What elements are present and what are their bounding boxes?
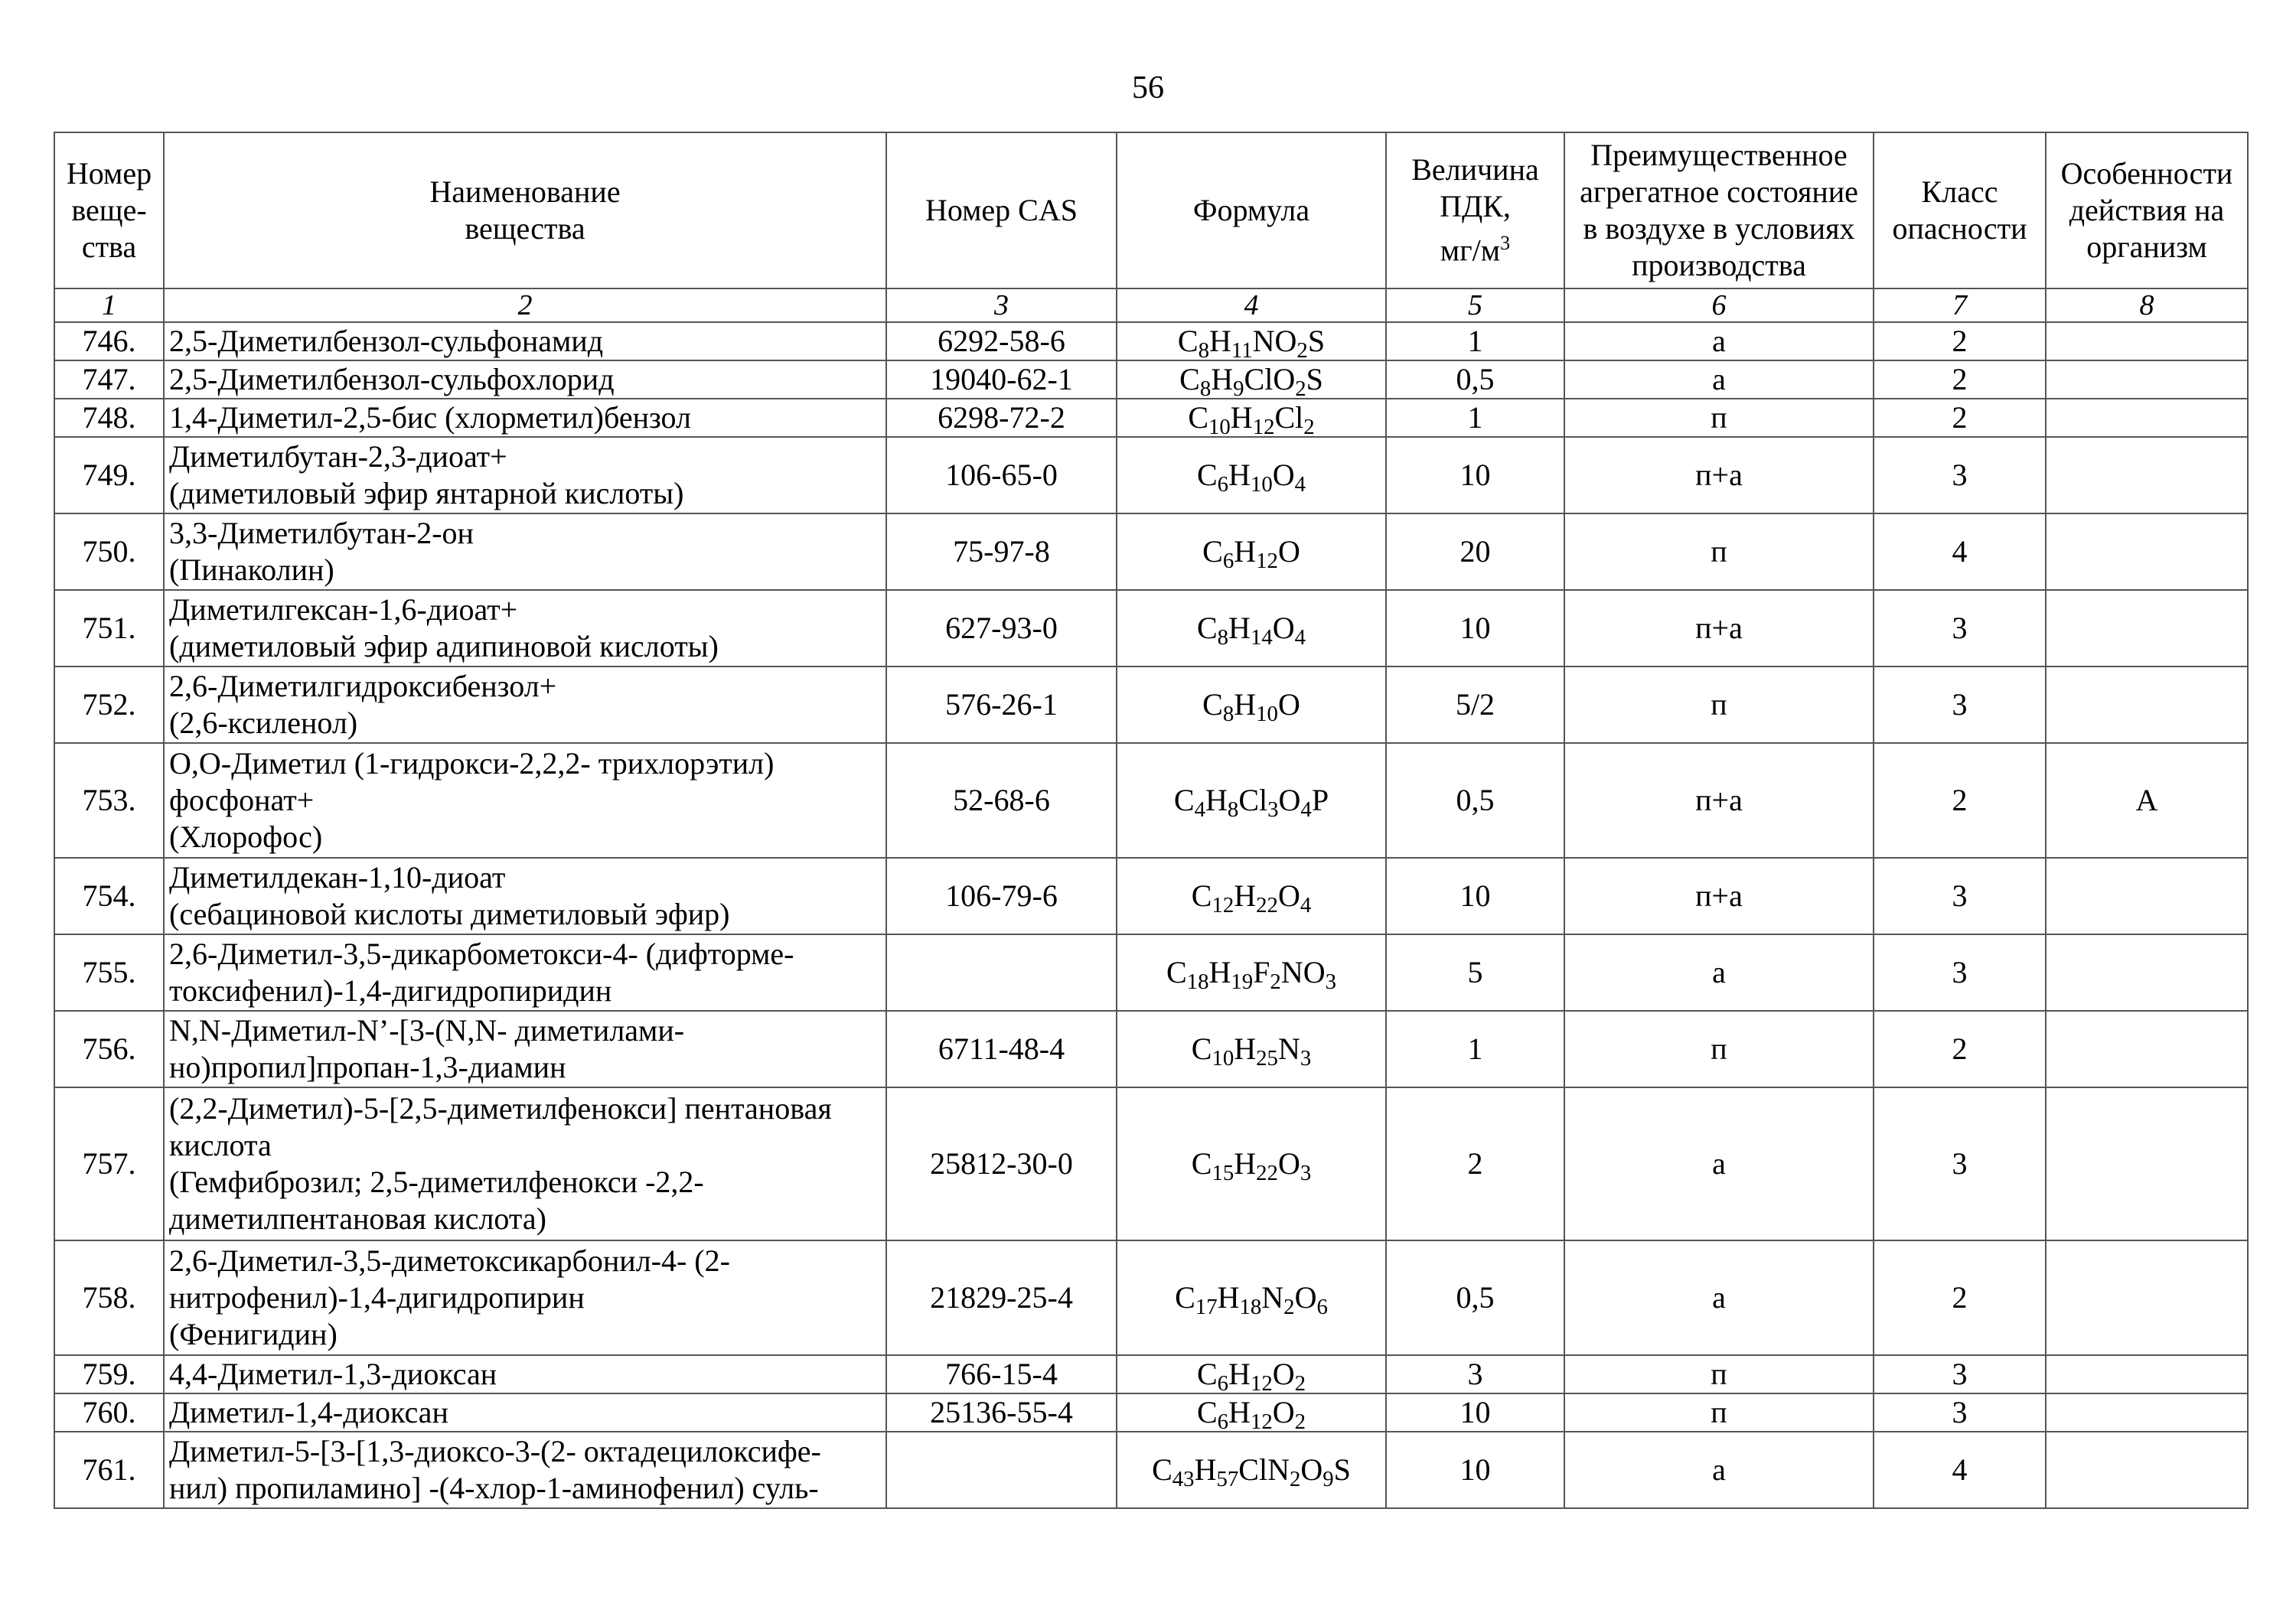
substance-number: 750. (54, 513, 164, 590)
substance-number: 761. (54, 1432, 164, 1508)
column-index: 5 (1386, 288, 1564, 322)
effect-features (2046, 437, 2248, 513)
substance-number: 760. (54, 1393, 164, 1432)
hazard-class: 3 (1874, 1355, 2046, 1393)
substance-number: 752. (54, 666, 164, 743)
column-index: 2 (164, 288, 886, 322)
table-row (54, 1240, 2248, 1355)
effect-features (2046, 1087, 2248, 1240)
cas-number (886, 1432, 1117, 1508)
cas-number: 52-68-6 (886, 743, 1117, 858)
header-formula: Формула (1117, 132, 1386, 288)
hazard-class: 3 (1874, 934, 2046, 1011)
substance-name: (2,2-Диметил)-5-[2,5-диметилфенокси] пентановая кислота (Гемфиброзил; 2,5-диметилфенокси -2,2- диметилпентановая кислота) (164, 1087, 886, 1240)
table-body (54, 322, 2248, 1508)
effect-features (2046, 858, 2248, 934)
pdk-value: 5/2 (1386, 666, 1564, 743)
aggregate-state: п+а (1564, 437, 1874, 513)
chemical-formula: $C_6H_{12}O_2$ (1117, 1355, 1386, 1393)
hazard-class: 2 (1874, 399, 2046, 437)
substance-name: 2,6-Диметил-3,5-диметоксикарбонил-4- (2- нитрофенил)-1,4-дигидропирин (Фенигидин) (164, 1240, 886, 1355)
hazard-class: 2 (1874, 322, 2046, 360)
aggregate-state: а (1564, 934, 1874, 1011)
cas-number: 6711-48-4 (886, 1011, 1117, 1087)
hazard-class: 3 (1874, 437, 2046, 513)
pdk-value: 1 (1386, 1011, 1564, 1087)
substance-name: N,N-Диметил-N’-[3-(N,N- диметилами- но)пропил]пропан-1,3-диамин (164, 1011, 886, 1087)
pdk-value: 10 (1386, 590, 1564, 666)
table-row (54, 590, 2248, 666)
table-row (54, 399, 2248, 437)
substance-name: Диметил-1,4-диоксан (164, 1393, 886, 1432)
effect-features (2046, 1355, 2248, 1393)
table-row (54, 437, 2248, 513)
aggregate-state: п (1564, 1393, 1874, 1432)
cas-number: 627-93-0 (886, 590, 1117, 666)
column-index: 6 (1564, 288, 1874, 322)
chemical-formula: $C_{10}H_{25}N_3$ (1117, 1011, 1386, 1087)
aggregate-state: п (1564, 1011, 1874, 1087)
substance-number: 748. (54, 399, 164, 437)
pdk-value: 20 (1386, 513, 1564, 590)
column-index-row (54, 288, 2248, 322)
effect-features (2046, 590, 2248, 666)
effect-features (2046, 399, 2248, 437)
effect-features (2046, 1011, 2248, 1087)
table-row (54, 360, 2248, 399)
substance-name: О,О-Диметил (1-гидрокси-2,2,2- трихлорэтил) фосфонат+ (Хлорофос) (164, 743, 886, 858)
header-effects: Особенности действия на организм (2046, 132, 2248, 288)
table-row (54, 1393, 2248, 1432)
substance-name: Диметилдекан-1,10-диоат (себациновой кислоты диметиловый эфир) (164, 858, 886, 934)
substance-number: 756. (54, 1011, 164, 1087)
column-index: 4 (1117, 288, 1386, 322)
aggregate-state: п (1564, 1355, 1874, 1393)
hazard-class: 2 (1874, 360, 2046, 399)
hazard-class: 2 (1874, 1011, 2046, 1087)
chemical-formula: $C_6H_{10}O_4$ (1117, 437, 1386, 513)
substance-number: 749. (54, 437, 164, 513)
effect-features (2046, 513, 2248, 590)
cas-number: 6292-58-6 (886, 322, 1117, 360)
cas-number: 576-26-1 (886, 666, 1117, 743)
pdk-value: 10 (1386, 858, 1564, 934)
effect-features (2046, 1240, 2248, 1355)
table-row (54, 1355, 2248, 1393)
hazard-class: 3 (1874, 1087, 2046, 1240)
hazard-class: 4 (1874, 513, 2046, 590)
effect-features (2046, 322, 2248, 360)
cas-number: 106-65-0 (886, 437, 1117, 513)
substance-number: 746. (54, 322, 164, 360)
header-state: Преимущественное агрегатное состояние в воздухе в условиях производства (1564, 132, 1874, 288)
pdk-value: 1 (1386, 322, 1564, 360)
header-cas: Номер CAS (886, 132, 1117, 288)
substance-number: 758. (54, 1240, 164, 1355)
header-name: Наименование вещества (164, 132, 886, 288)
aggregate-state: а (1564, 360, 1874, 399)
header-hazard-class: Класс опасности (1874, 132, 2046, 288)
cas-number: 766-15-4 (886, 1355, 1117, 1393)
pdk-value: 0,5 (1386, 743, 1564, 858)
substance-number: 753. (54, 743, 164, 858)
chemical-formula: $C_{12}H_{22}O_4$ (1117, 858, 1386, 934)
substance-number: 755. (54, 934, 164, 1011)
chemical-formula: $C_{18}H_{19}F_2NO_3$ (1117, 934, 1386, 1011)
cas-number: 75-97-8 (886, 513, 1117, 590)
header-pdk: Величина ПДК, $мг/м^3$ (1386, 132, 1564, 288)
chemical-formula: $C_8H_9ClO_2S$ (1117, 360, 1386, 399)
pdk-value: 2 (1386, 1087, 1564, 1240)
column-index: 1 (54, 288, 164, 322)
column-index: 8 (2046, 288, 2248, 322)
substance-name: 2,6-Диметилгидроксибензол+ (2,6-ксиленол) (164, 666, 886, 743)
chemical-formula: $C_8H_{14}O_4$ (1117, 590, 1386, 666)
hazard-class: 3 (1874, 666, 2046, 743)
hazard-class: 2 (1874, 743, 2046, 858)
aggregate-state: а (1564, 1432, 1874, 1508)
substance-number: 751. (54, 590, 164, 666)
hazard-class: 3 (1874, 1393, 2046, 1432)
pdk-value: 1 (1386, 399, 1564, 437)
table-row (54, 858, 2248, 934)
aggregate-state: а (1564, 1240, 1874, 1355)
hazard-class: 3 (1874, 858, 2046, 934)
aggregate-state: а (1564, 322, 1874, 360)
table-row (54, 934, 2248, 1011)
chemical-formula: $C_{17}H_{18}N_2O_6$ (1117, 1240, 1386, 1355)
effect-features (2046, 360, 2248, 399)
substance-name: 4,4-Диметил-1,3-диоксан (164, 1355, 886, 1393)
pdk-value: 5 (1386, 934, 1564, 1011)
cas-number: 25136-55-4 (886, 1393, 1117, 1432)
aggregate-state: п (1564, 666, 1874, 743)
cas-number: 6298-72-2 (886, 399, 1117, 437)
table-row (54, 1087, 2248, 1240)
page-number: 56 (1132, 70, 1164, 106)
table-row (54, 1432, 2248, 1508)
substance-name: 2,5-Диметилбензол-сульфонамид (164, 322, 886, 360)
substance-name: Диметилгексан-1,6-диоат+ (диметиловый эфир адипиновой кислоты) (164, 590, 886, 666)
effect-features: А (2046, 743, 2248, 858)
column-index: 3 (886, 288, 1117, 322)
substance-name: 2,5-Диметилбензол-сульфохлорид (164, 360, 886, 399)
cas-number: 25812-30-0 (886, 1087, 1117, 1240)
chemical-formula: $C_4H_8Cl_3O_4P$ (1117, 743, 1386, 858)
cas-number (886, 934, 1117, 1011)
hazard-class: 3 (1874, 590, 2046, 666)
table-row (54, 1011, 2248, 1087)
pdk-value: 10 (1386, 437, 1564, 513)
aggregate-state: п+а (1564, 858, 1874, 934)
table-row (54, 743, 2248, 858)
pdk-value: 10 (1386, 1393, 1564, 1432)
header-row (54, 132, 2248, 288)
pdk-value: 10 (1386, 1432, 1564, 1508)
substance-name: Диметилбутан-2,3-диоат+ (диметиловый эфир янтарной кислоты) (164, 437, 886, 513)
chemical-formula: $C_6H_{12}O_2$ (1117, 1393, 1386, 1432)
aggregate-state: п+а (1564, 590, 1874, 666)
aggregate-state: а (1564, 1087, 1874, 1240)
aggregate-state: п (1564, 399, 1874, 437)
pdk-value: 3 (1386, 1355, 1564, 1393)
cas-number: 19040-62-1 (886, 360, 1117, 399)
aggregate-state: п+а (1564, 743, 1874, 858)
substance-number: 759. (54, 1355, 164, 1393)
effect-features (2046, 666, 2248, 743)
substances-table (54, 132, 2249, 1509)
chemical-formula: $C_8H_{10}O$ (1117, 666, 1386, 743)
cas-number: 106-79-6 (886, 858, 1117, 934)
effect-features (2046, 1432, 2248, 1508)
column-index: 7 (1874, 288, 2046, 322)
chemical-formula: $C_{15}H_{22}O_3$ (1117, 1087, 1386, 1240)
header-number: Номер веще- ства (54, 132, 164, 288)
cas-number: 21829-25-4 (886, 1240, 1117, 1355)
substance-name: 3,3-Диметилбутан-2-он (Пинаколин) (164, 513, 886, 590)
substance-name: 2,6-Диметил-3,5-дикарбометокси-4- (дифторме- токсифенил)-1,4-дигидропиридин (164, 934, 886, 1011)
aggregate-state: п (1564, 513, 1874, 590)
table-row (54, 513, 2248, 590)
chemical-formula: $C_6H_{12}O$ (1117, 513, 1386, 590)
substance-number: 747. (54, 360, 164, 399)
substance-number: 757. (54, 1087, 164, 1240)
table-row (54, 666, 2248, 743)
substance-number: 754. (54, 858, 164, 934)
hazard-class: 2 (1874, 1240, 2046, 1355)
substance-name: 1,4-Диметил-2,5-бис (хлорметил)бензол (164, 399, 886, 437)
chemical-formula: $C_{43}H_{57}ClN_2O_9S$ (1117, 1432, 1386, 1508)
effect-features (2046, 934, 2248, 1011)
pdk-value: 0,5 (1386, 1240, 1564, 1355)
effect-features (2046, 1393, 2248, 1432)
substance-name: Диметил-5-[3-[1,3-диоксо-3-(2- октадецилоксифе- нил) пропиламино] -(4-хлор-1-аминофенил) суль- (164, 1432, 886, 1508)
chemical-formula: $C_8H_{11}NO_2S$ (1117, 322, 1386, 360)
hazard-class: 4 (1874, 1432, 2046, 1508)
pdk-value: 0,5 (1386, 360, 1564, 399)
table-row (54, 322, 2248, 360)
chemical-formula: $C_{10}H_{12}Cl_2$ (1117, 399, 1386, 437)
